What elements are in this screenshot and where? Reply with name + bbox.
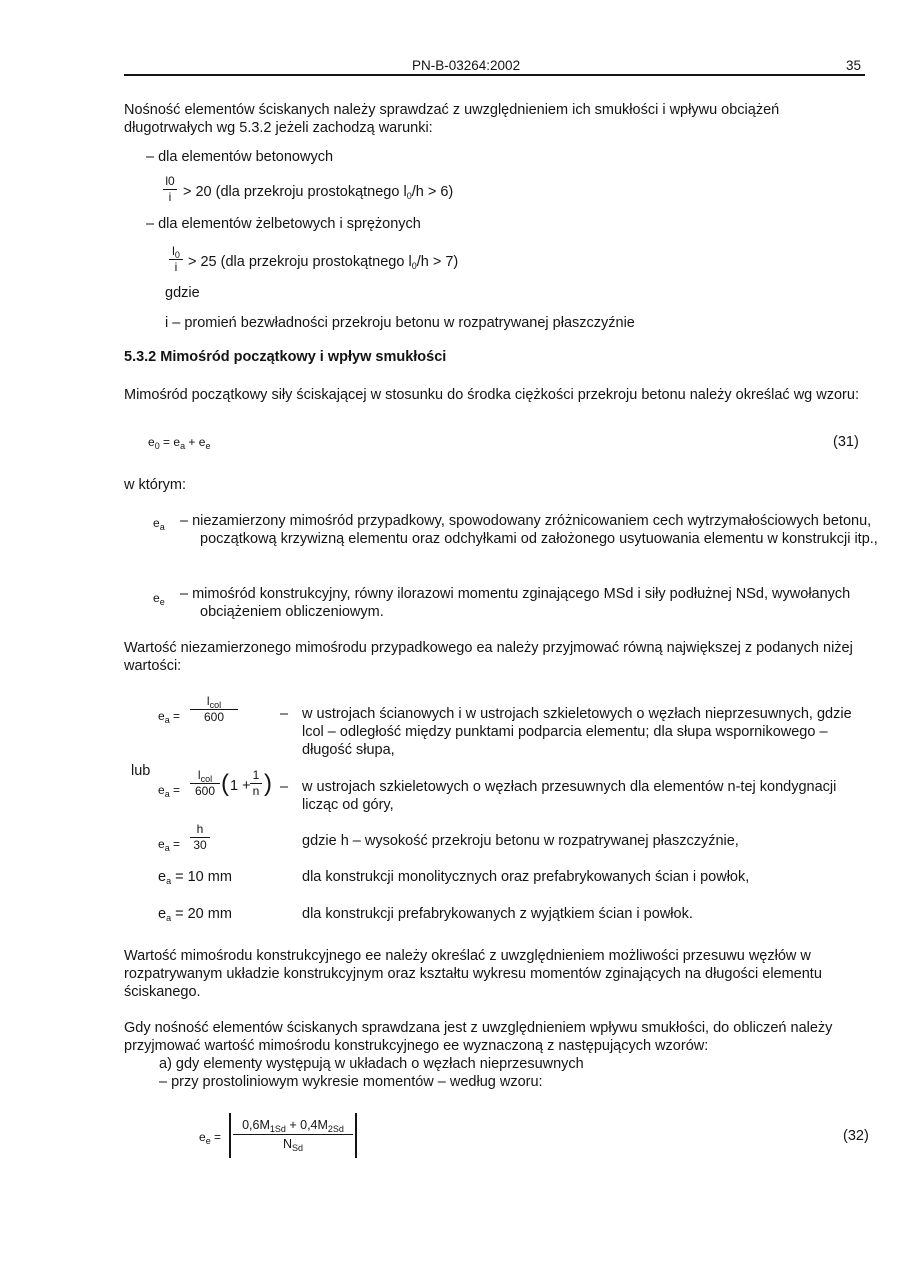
case-2-symbol: $e_a$ = [158,783,181,799]
condition-reinforced: > 25 (dla przekroju prostokątnego $l_0/h > 7$) [188,254,459,271]
case-2-dash: – [280,779,289,795]
item-a-sub: – przy prostoliniowym wykresie momentów – według wzoru: [159,1074,543,1090]
abs-bar-right [355,1113,357,1158]
case-3-fraction [190,822,210,853]
case-2-fraction [190,768,220,799]
case-1-symbol: $e_a$ = [158,709,181,725]
fraction-denominator: n [252,784,260,798]
case-2-one-plus: 1 + [230,778,251,794]
case-2-prefix: lub [131,763,151,779]
formula-denominator: i [168,190,172,204]
fraction-denominator: 30 [193,838,207,852]
radius-definition: i – promień bezwładności przekroju betonu w rozpatrywanej płaszczyźnie [165,315,635,331]
case-1-text: w ustrojach ścianowych i w ustrojach szkieletowych o węzłach nieprzesuwnych, gdzie lcol – odległość między punktami podparcia elementu; dla słupa wspornikowego – długość słupa, [302,706,852,758]
formula-l0-over-i-1 [163,174,177,205]
case-2-text: w ustrojach szkieletowych o węzłach przesuwnych dla elementów n-tej kondygnacji licząc od góry, [302,779,837,813]
case-2-paren-close: ) [264,770,272,797]
case-1-fraction [190,694,238,725]
case-4-formula: $e_a = 10$ mm [158,869,232,886]
section-paragraph-1: Mimośród początkowy siły ściskającej w stosunku do środka ciężkości przekroju betonu należy określać wg wzoru: [124,387,859,403]
list-item-reinforced: – dla elementów żelbetowych i sprężonych [146,216,421,232]
case-4-text: dla konstrukcji monolitycznych oraz prefabrykowanych ścian i powłok, [302,869,750,885]
abs-bar-left [229,1113,231,1158]
fraction-numerator: 1 [250,768,262,784]
list-item-concrete: – dla elementów betonowych [146,149,334,165]
standard-number: PN-B-03264:2002 [412,58,521,73]
w-ktorym-label: w którym: [124,477,187,493]
equation-32-number: (32) [843,1128,869,1144]
ee-symbol: $e_e$ [153,591,165,607]
section-heading: 5.3.2 Mimośród początkowy i wpływ smukłości [124,349,447,365]
case-5-text: dla konstrukcji prefabrykowanych z wyjątkiem ścian i powłok. [302,906,693,922]
formula-denominator: i [174,260,178,274]
formula-numerator: $l_0$ [169,244,183,260]
equation-32-fraction [233,1116,353,1153]
case-5-formula: $e_a = 20$ mm [158,906,232,923]
closing-paragraph-4: Gdy nośność elementów ściskanych sprawdzana jest z uwzględnieniem wpływu smukłości, do obliczeń należy przyjmować wartość mimośrodu konstrukcyjnego ee wyznaczoną z następujących wzorów: [124,1020,833,1054]
fraction-numerator: $l_{col}$ [190,694,238,710]
formula-numerator: l0 [163,174,177,190]
fraction-denominator: $N_{Sd}$ [282,1137,304,1153]
header-rule [124,74,865,76]
section-paragraph-2: Wartość niezamierzonego mimośrodu przypadkowego ea należy przyjmować równą największej z podanych niżej wartości: [124,640,853,674]
fraction-numerator: $0,6M_{1Sd} + 0,4M_{2Sd}$ [233,1116,353,1135]
condition-concrete: > 20 (dla przekroju prostokątnego $l_0/h > 6$) [183,184,454,201]
ee-definition: – mimośród konstrukcyjny, równy ilorazowi momentu zginającego MSd i siły podłużnej NSd, wywołanych obciążeniem obliczeniowym. [180,586,851,620]
closing-paragraph-3: Wartość mimośrodu konstrukcyjnego ee należy określać z uwzględnieniem możliwości przesuwu węzłów w rozpatrywanym układzie konstrukcyjnym oraz kształtu wykresu momentów zginających na długości elementu ściskanego. [124,948,822,1000]
case-3-text: gdzie h – wysokość przekroju betonu w rozpatrywanej płaszczyźnie, [302,833,739,849]
gdzie-label: gdzie [165,285,200,301]
intro-paragraph: Nośność elementów ściskanych należy sprawdzać z uwzględnieniem ich smukłości i wpływu obciążeń długotrwałych wg 5.3.2 jeżeli zachodzą warunki: [124,102,780,136]
case-1-dash: – [280,706,289,722]
fraction-denominator: 600 [194,784,216,798]
equation-31-number: (31) [833,434,859,450]
formula-l0-over-i-2 [169,244,183,275]
fraction-numerator: h [190,822,210,838]
fraction-numerator: $l_{col}$ [190,768,220,784]
case-2-inner-fraction [250,768,262,799]
case-2-paren: ( [221,770,229,797]
page-number: 35 [846,58,862,73]
case-3-symbol: $e_a$ = [158,837,181,853]
item-a: a) gdy elementy występują w układach o węzłach nieprzesuwnych [159,1056,584,1072]
equation-31: $e_0 = e_a + e_e$ [148,435,211,451]
ea-symbol: $e_a$ [153,516,165,532]
ea-definition: – niezamierzony mimośród przypadkowy, spowodowany zróżnicowaniem cech wytrzymałościowych betonu, początkową krzywizną elementu oraz odchyłkami od założonego usytuowania elementu w konstrukcji itp., [180,513,878,547]
fraction-denominator: 600 [203,710,225,724]
equation-32-symbol: $e_e$ = [199,1130,222,1146]
